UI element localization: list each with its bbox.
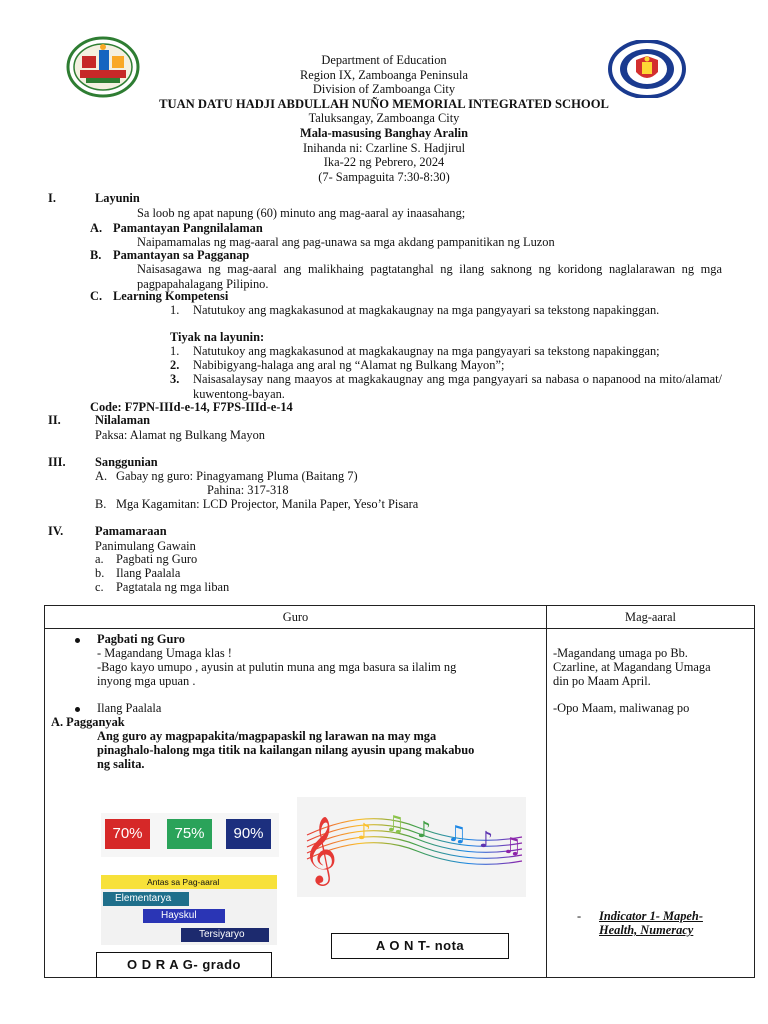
list-number: 3.: [170, 372, 180, 386]
list-label: B.: [90, 248, 102, 262]
indicator-dash: -: [577, 909, 582, 923]
subsection-title: Pamantayan Pangnilalaman: [113, 221, 263, 235]
svg-text:𝄞: 𝄞: [303, 815, 338, 883]
column-header-guro: Guro: [45, 606, 547, 629]
bullet-icon: [75, 707, 80, 712]
document-header: [0, 53, 768, 184]
activity-instruction: pinaghalo-halong mga titik na kailangan nilang ayusin upang makabuo: [97, 743, 475, 757]
bullet-icon: [75, 638, 80, 643]
grades-image: [101, 813, 279, 857]
reminders-title: Ilang Paalala: [97, 701, 162, 715]
music-notes-image: [297, 797, 526, 897]
list-number: 1.: [170, 303, 180, 317]
svg-text:♪: ♪: [479, 828, 494, 853]
objective-text: Natutukoy ang magkakasunod at magkakaugnay na mga pangyayari sa tekstong napakinggan;: [193, 344, 660, 358]
competency-text: Natutukoy ang magkakasunod at magkakaugnay na mga pangyayari sa tekstong napakinggan.: [193, 303, 660, 317]
list-item: Ilang Paalala: [116, 566, 181, 580]
grade-box: 70%: [105, 819, 150, 849]
teacher-line: -Bago kayo umupo , ayusin at pulutin muna ang mga basura sa ilalim ng: [97, 660, 457, 674]
student-response: -Magandang umaga po Bb.: [553, 646, 688, 660]
teacher-cell: [45, 629, 547, 978]
section-number: I.: [48, 191, 56, 205]
level-bar: Hayskul: [143, 909, 225, 923]
student-response: Czarline, at Magandang Umaga: [553, 660, 711, 674]
subsection-title: Pamantayan sa Pagganap: [113, 248, 250, 262]
grade-box: 90%: [226, 819, 271, 849]
lesson-procedure-table: [44, 605, 755, 978]
activity-instruction: ng salita.: [97, 757, 145, 771]
levels-banner: Antas sa Pag-aaral: [101, 875, 277, 889]
list-label: B.: [95, 497, 107, 511]
list-label: A.: [95, 469, 108, 483]
svg-text:♪: ♪: [417, 818, 432, 843]
list-label: b.: [95, 566, 105, 580]
competency-code: Code: F7PN-IIId-e-14, F7PS-IIId-e-14: [90, 400, 293, 414]
education-levels-image: [101, 875, 277, 945]
level-bar: Elementarya: [103, 892, 189, 906]
class-section: (7- Sampaguita 7:30-8:30): [318, 169, 450, 184]
subsection-title: Panimulang Gawain: [95, 539, 196, 553]
svg-text:♫: ♫: [502, 834, 522, 859]
list-item: Pagbati ng Guro: [116, 552, 198, 566]
list-label: C.: [90, 289, 103, 303]
section-title-nilalaman: Nilalaman: [95, 413, 151, 427]
reference-pages: Pahina: 317-318: [207, 483, 289, 497]
division-name: Division of Zamboanga City: [312, 82, 456, 97]
lesson-plan-title: Mala-masusing Banghay Aralin: [300, 125, 468, 140]
list-number: 1.: [170, 344, 180, 358]
scrambled-word-box: O D R A G- grado: [96, 952, 272, 978]
standard-text: Naisasagawa ng mag-aaral ang malikhaing pagtatanghal ng ilang saknong ng koridong naglalarawan ng mga pagpapahalagang Pilipino.: [137, 262, 722, 291]
svg-text:♪: ♪: [357, 820, 372, 845]
standard-text: Naipamamalas ng mag-aaral ang pag-unawa sa mga akdang pampanitikan ng Luzon: [137, 235, 555, 249]
objective-text: Nabibigyang-halaga ang aral ng “Alamat ng Bulkang Mayon”;: [193, 358, 505, 372]
layunin-intro: Sa loob ng apat napung (60) minuto ang mag-aaral ay inaasahang;: [137, 206, 466, 220]
school-location: Taluksangay, Zamboanga City: [308, 111, 460, 126]
level-bar: Tersiyaryo: [181, 928, 269, 942]
list-label: a.: [95, 552, 104, 566]
greeting-title: Pagbati ng Guro: [97, 632, 185, 646]
school-name: TUAN DATU HADJI ABDULLAH NUÑO MEMORIAL INTEGRATED SCHOOL: [159, 96, 609, 111]
student-response: din po Maam April.: [553, 674, 651, 688]
teacher-line: inyong mga upuan .: [97, 674, 196, 688]
subsection-title: Learning Kompetensi: [113, 289, 229, 303]
activity-instruction: Ang guro ay magpapakita/magpapaskil ng larawan na may mga: [97, 729, 437, 743]
list-number: 2.: [170, 358, 180, 372]
topic-text: Paksa: Alamat ng Bulkang Mayon: [95, 428, 266, 442]
specific-objectives-title: Tiyak na layunin:: [170, 330, 265, 344]
section-number: IV.: [48, 524, 64, 538]
teacher-line: - Magandang Umaga klas !: [97, 646, 232, 660]
indicator-note: Health, Numeracy: [599, 923, 694, 937]
student-cell: [547, 629, 755, 978]
prepared-by: Inihanda ni: Czarline S. Hadjirul: [302, 140, 466, 155]
indicator-note: Indicator 1- Mapeh-: [599, 909, 703, 923]
student-response: -Opo Maam, maliwanag po: [553, 701, 690, 715]
svg-text:♫: ♫: [447, 822, 467, 847]
materials-text: Mga Kagamitan: LCD Projector, Manila Paper, Yeso’t Pisara: [116, 497, 419, 511]
motivation-title: A. Pagganyak: [51, 715, 125, 729]
objective-text: Naisasalaysay nang maayos at magkakaugnay ang mga pangyayari sa nabasa o napanood na mito/alamat/ kuwentong-bayan.: [193, 372, 722, 401]
reference-text: Gabay ng guro: Pinagyamang Pluma (Baitang 7): [116, 469, 358, 483]
section-number: III.: [48, 455, 66, 469]
column-header-mag-aaral: Mag-aaral: [547, 606, 755, 629]
section-title-sanggunian: Sanggunian: [95, 455, 158, 469]
section-number: II.: [48, 413, 61, 427]
grade-box: 75%: [167, 819, 212, 849]
list-item: Pagtatala ng mga liban: [116, 580, 230, 594]
department-name: Department of Education: [321, 53, 447, 67]
section-title-pamamaraan: Pamamaraan: [95, 524, 167, 538]
list-label: c.: [95, 580, 104, 594]
list-label: A.: [90, 221, 103, 235]
section-title-layunin: Layunin: [95, 191, 140, 205]
lesson-date: Ika-22 ng Pebrero, 2024: [323, 155, 445, 170]
svg-text:♫: ♫: [385, 812, 405, 837]
scrambled-word-box: A O N T- nota: [331, 933, 509, 959]
region-name: Region IX, Zamboanga Peninsula: [300, 67, 468, 82]
